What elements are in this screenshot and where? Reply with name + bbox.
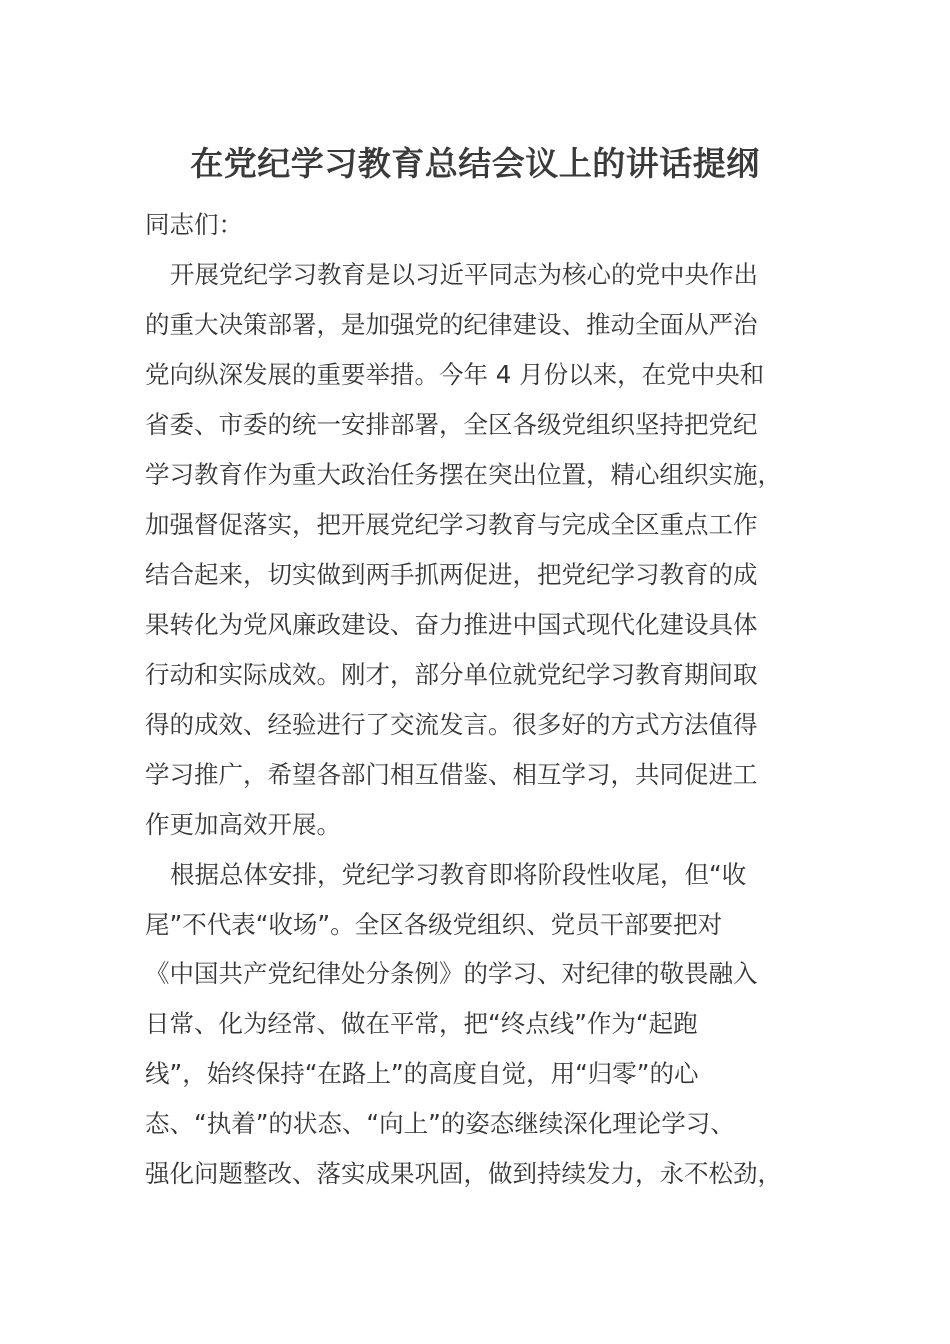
paragraph-line: 开展党纪学习教育是以习近平同志为核心的党中央作出	[170, 260, 758, 289]
paragraph-line: 线”，始终保持“在路上”的高度自觉，用“归零”的心	[145, 1059, 699, 1088]
paragraph-line: 强化问题整改、落实成果巩固，做到持续发力，永不松劲，	[145, 1159, 782, 1188]
paragraph-line: 根据总体安排，党纪学习教育即将阶段性收尾，但“收	[170, 860, 747, 889]
document-title: 在党纪学习教育总结会议上的讲话提纲	[190, 144, 760, 183]
paragraph-line: 态、“执着”的状态、“向上”的姿态继续深化理论学习、	[145, 1109, 735, 1138]
paragraph-line: 得的成效、经验进行了交流发言。很多好的方式方法值得	[145, 710, 758, 739]
paragraph-line: 《中国共产党纪律处分条例》的学习、对纪律的敬畏融入	[145, 959, 758, 988]
paragraph-line: 学习推广，希望各部门相互借鉴、相互学习，共同促进工	[145, 760, 758, 789]
paragraph-line: 作更加高效开展。	[145, 810, 341, 839]
paragraph-line: 的重大决策部署，是加强党的纪律建设、推动全面从严治	[145, 310, 758, 339]
paragraph-line: 行动和实际成效。刚才，部分单位就党纪学习教育期间取	[145, 660, 758, 689]
paragraph-line: 果转化为党风廉政建设、奋力推进中国式现代化建设具体	[145, 610, 758, 639]
paragraph-line: 日常、化为经常、做在平常，把“终点线”作为“起跑	[145, 1009, 698, 1038]
paragraph-line: 省委、市委的统一安排部署，全区各级党组织坚持把党纪	[145, 410, 758, 439]
paragraph-line: 结合起来，切实做到两手抓两促进，把党纪学习教育的成	[145, 560, 758, 589]
paragraph-line: 党向纵深发展的重要举措。今年 4 月份以来，在党中央和	[145, 360, 765, 389]
paragraph-line: 尾”不代表“收场”。全区各级党组织、党员干部要把对	[145, 910, 723, 939]
paragraph-line: 学习教育作为重大政治任务摆在突出位置，精心组织实施，	[145, 460, 782, 489]
paragraph-line: 加强督促落实，把开展党纪学习教育与完成全区重点工作	[145, 510, 758, 539]
salutation: 同志们：	[145, 210, 243, 239]
